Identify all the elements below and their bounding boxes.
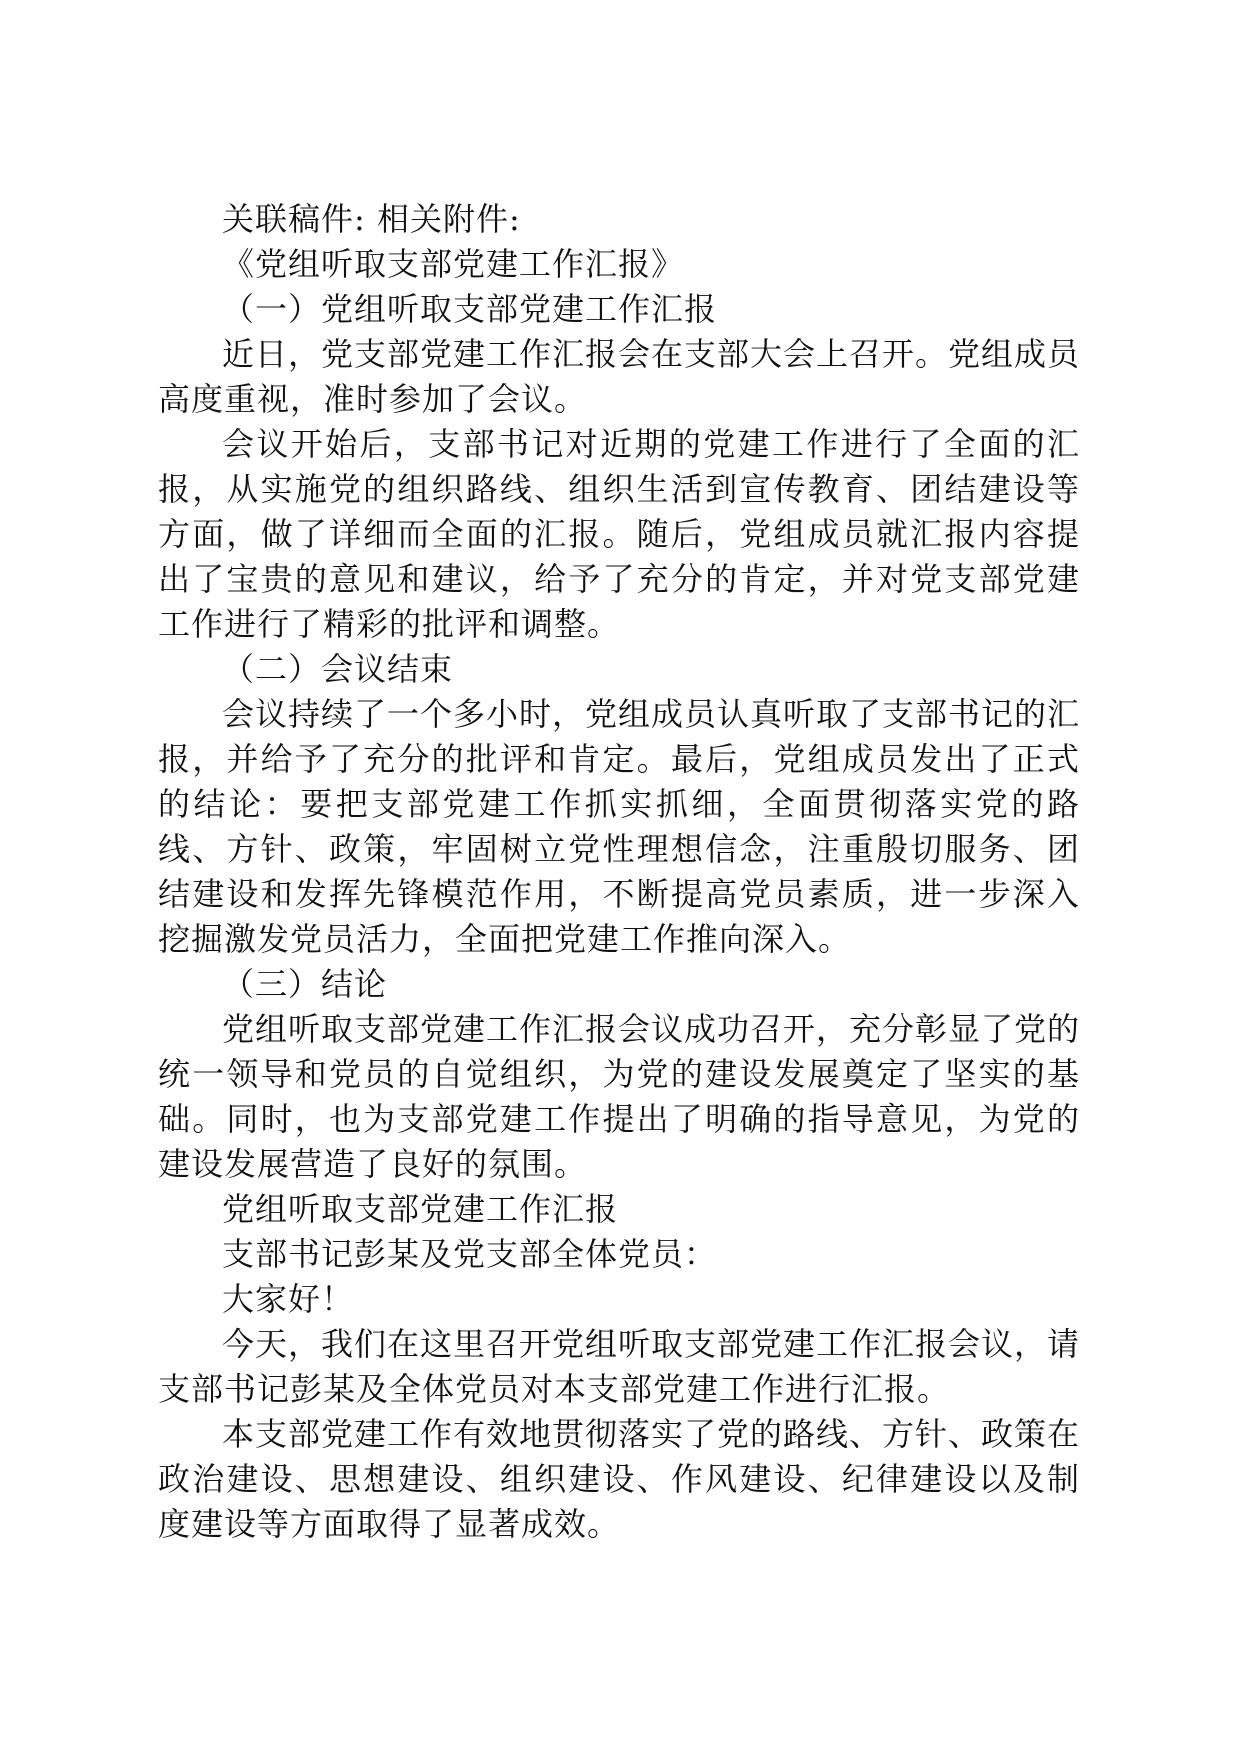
related-attachments-line: 关联稿件: 相关附件: xyxy=(222,200,521,238)
paragraph: 会议开始后，支部书记对近期的党建工作进行了全面的汇报，从实施党的组织路线、组织生活到宣传教育、团结建设等方面，做了详细而全面的汇报。随后，党组成员就汇报内容提出了宝贵的意见和建议，给予了充分的肯定，并对党支部党建工作进行了精彩的批评和调整。 xyxy=(158,425,1080,643)
section-heading-2: （二）会议结束 xyxy=(222,650,454,688)
paragraph: 近日，党支部党建工作汇报会在支部大会上召开。党组成员高度重视，准时参加了会议。 xyxy=(158,335,1081,418)
section-heading-3: （三）结论 xyxy=(222,965,388,1003)
document-title: 《党组听取支部党建工作汇报》 xyxy=(222,245,685,283)
paragraph: 本支部党建工作有效地贯彻落实了党的路线、方针、政策在政治建设、思想建设、组织建设、作风建设、纪律建设以及制度建设等方面取得了显著成效。 xyxy=(158,1415,1081,1543)
salutation: 支部书记彭某及党支部全体党员： xyxy=(222,1235,718,1273)
paragraph: 党组听取支部党建工作汇报会议成功召开，充分彰显了党的统一领导和党员的自觉组织，为党的建设发展奠定了坚实的基础。同时，也为支部党建工作提出了明确的指导意见，为党的建设发展营造了良好的氛围。 xyxy=(158,1010,1081,1183)
section-heading-1: （一）党组听取支部党建工作汇报 xyxy=(222,290,718,328)
paragraph: 会议持续了一个多小时，党组成员认真听取了支部书记的汇报，并给予了充分的批评和肯定。最后，党组成员发出了正式的结论：要把支部党建工作抓实抓细，全面贯彻落实党的路线、方针、政策，牢固树立党性理想信念，注重殷切服务、团结建设和发挥先锋模范作用，不断提高党员素质，进一步深入挖掘激发党员活力，全面把党建工作推向深入。 xyxy=(158,695,1081,958)
paragraph: 今天，我们在这里召开党组听取支部党建工作汇报会议，请支部书记彭某及全体党员对本支部党建工作进行汇报。 xyxy=(158,1325,1081,1408)
greeting: 大家好！ xyxy=(222,1280,355,1318)
document-body xyxy=(158,197,1080,1547)
report-title: 党组听取支部党建工作汇报 xyxy=(222,1190,619,1228)
